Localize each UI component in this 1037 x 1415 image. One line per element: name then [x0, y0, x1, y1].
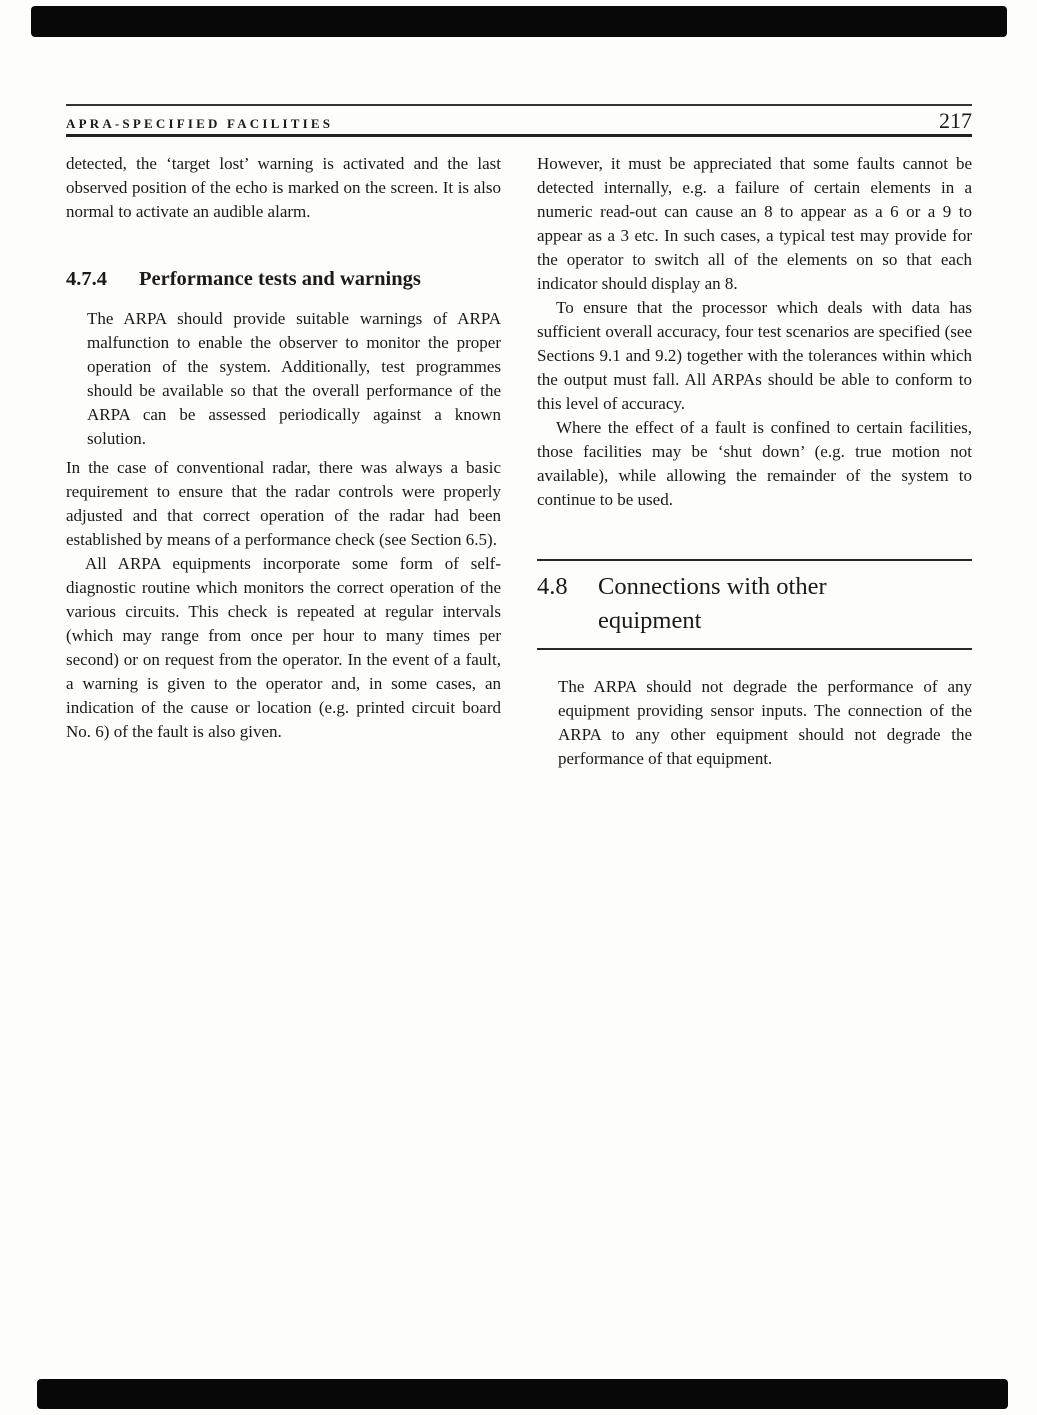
section-title: Performance tests and warnings [139, 268, 421, 290]
paragraph-faults-cannot-be-detected: However, it must be appreciated that some faults cannot be detected internally, e.g. a failure of certain elements in a numeric read-out can cause an 8 to appear as a 6 or a 9 to appear as a 3 etc. In such cases, a typical test may provide for the operator to switch all of the elements on so that each indicator should display an 8. [537, 154, 972, 293]
paragraph-connections-equipment: The ARPA should not degrade the performance of any equipment providing sensor inputs. The connection of the ARPA to any other equipment should not degrade the performance of that equipment. [558, 677, 972, 768]
paragraph-processor-accuracy: To ensure that the processor which deals with data has sufficient overall accuracy, four test scenarios are specified (see Sections 9.1 and 9.2) together with the tolerances within which the output must fall. All ARPAs should be able to conform to this level of accuracy. [537, 298, 972, 413]
running-head: APRA-SPECIFIED FACILITIES [66, 116, 334, 131]
header-bottom-rule [66, 134, 972, 137]
scan-artifact-bottom-bar [37, 1379, 1008, 1409]
section-number: 4.7.4 [66, 268, 107, 290]
scan-artifact-top-bar [31, 6, 1007, 37]
right-column [537, 152, 972, 771]
paragraph-self-diagnostic: All ARPA equipments incorporate some form of self-diagnostic routine which monitors the correct operation of the various circuits. This check is repeated at regular intervals (which may range from once per hour to many times per second) or on request from the operator. In the event of a fault, a warning is given to the operator and, in some cases, an indication of the cause or location (e.g. printed circuit board No. 6) of the fault is also given. [66, 554, 501, 741]
section-heading-4-8 [537, 570, 972, 638]
paragraph-target-lost-continuation: detected, the ‘target lost’ warning is activated and the last observed position of the echo is marked on the screen. It is also normal to activate an audible alarm. [66, 154, 501, 221]
header-row [66, 106, 972, 134]
left-column [66, 152, 501, 771]
paragraph-fault-confined: Where the effect of a fault is confined to certain facilities, those facilities may be ‘shut down’ (e.g. true motion not available), while allowing the remainder of the system to continue to be used. [537, 418, 972, 509]
section-title: Connections with other equipment [598, 573, 827, 634]
paragraph-arpa-warnings: The ARPA should provide suitable warnings of ARPA malfunction to enable the observer to monitor the proper operation of the system. Additionally, test programmes should be available so that the overall performance of the ARPA can be assessed periodically against a known solution. [87, 309, 501, 448]
section-number: 4.8 [537, 573, 568, 600]
paragraph-conventional-radar: In the case of conventional radar, there was always a basic requirement to ensure that the radar controls were properly adjusted and that correct operation of the radar had been established by means of a performance check (see Section 6.5). [66, 458, 501, 549]
section-4-8-bottom-rule [537, 648, 972, 650]
section-4-8-top-rule [537, 559, 972, 561]
page-header [66, 104, 972, 137]
section-4-8 [537, 559, 972, 650]
section-heading-4-7-4 [66, 266, 501, 292]
page-number: 217 [939, 108, 972, 133]
two-column-body [66, 152, 972, 771]
